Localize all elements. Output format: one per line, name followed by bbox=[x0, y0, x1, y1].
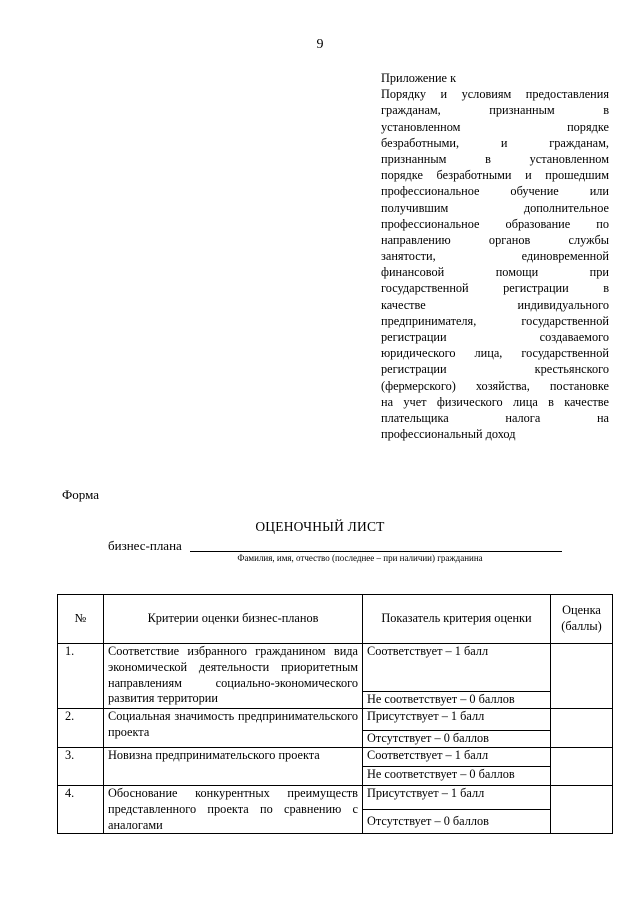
row-indicator: Не соответствует – 0 баллов bbox=[363, 767, 551, 786]
appendix-line: занятости, единовременной bbox=[381, 249, 609, 264]
appendix-line: направлению органов службы bbox=[381, 232, 609, 247]
appendix-line: (фермерского) хозяйства, постановке bbox=[381, 378, 609, 393]
row-criterion: Обоснование конкурентных преимуществ представленного проекта по сравнению с аналогами bbox=[104, 786, 363, 834]
appendix-line: профессиональное образование по bbox=[381, 216, 609, 231]
appendix-line: государственной регистрации в bbox=[381, 281, 609, 296]
table-row bbox=[58, 644, 613, 692]
appendix-line: безработными, и гражданам, bbox=[381, 135, 609, 150]
appendix-line: финансовой помощи при bbox=[381, 265, 609, 280]
row-number: 4. bbox=[58, 786, 104, 834]
row-score-cell[interactable] bbox=[551, 748, 613, 786]
appendix-line: Порядку и условиям предоставления bbox=[381, 87, 609, 102]
header-score: Оценка (баллы) bbox=[551, 595, 613, 644]
row-indicator: Присутствует – 1 балл bbox=[363, 786, 551, 810]
appendix-line: предпринимателя, государственной bbox=[381, 313, 609, 328]
appendix-line: получившим дополнительное bbox=[381, 200, 609, 215]
table-row bbox=[58, 786, 613, 810]
row-indicator: Отсутствует – 0 баллов bbox=[363, 731, 551, 748]
row-score-cell[interactable] bbox=[551, 709, 613, 748]
appendix-line: установленном порядке bbox=[381, 119, 609, 134]
appendix-line: плательщика налога на bbox=[381, 410, 609, 425]
appendix-line: профессиональный доход bbox=[381, 427, 516, 442]
evaluation-table bbox=[57, 594, 613, 834]
appendix-line: гражданам, признанным в bbox=[381, 103, 609, 118]
row-indicator: Присутствует – 1 балл bbox=[363, 709, 551, 731]
appendix-line: регистрации крестьянского bbox=[381, 362, 609, 377]
page-title: ОЦЕНОЧНЫЙ ЛИСТ bbox=[255, 519, 385, 534]
row-number: 3. bbox=[58, 748, 104, 786]
applicant-name-caption: Фамилия, имя, отчество (последнее – при наличии) гражданина bbox=[237, 553, 483, 563]
form-label: Форма bbox=[62, 487, 99, 502]
row-indicator: Соответствует – 1 балл bbox=[363, 644, 551, 692]
appendix-line: профессиональное обучение или bbox=[381, 184, 609, 199]
applicant-name-field[interactable] bbox=[190, 551, 562, 552]
row-number: 2. bbox=[58, 709, 104, 748]
appendix-line: качестве индивидуального bbox=[381, 297, 609, 312]
row-number: 1. bbox=[58, 644, 104, 709]
row-criterion: Новизна предпринимательского проекта bbox=[104, 748, 363, 786]
row-score-cell[interactable] bbox=[551, 644, 613, 709]
row-indicator: Соответствует – 1 балл bbox=[363, 748, 551, 767]
header-criteria: Критерии оценки бизнес-планов bbox=[104, 595, 363, 644]
row-criterion: Соответствие избранного гражданином вида экономической деятельности приоритетным направлениям социально-экономического развития территории bbox=[104, 644, 363, 709]
business-plan-label: бизнес-плана bbox=[108, 538, 182, 553]
row-criterion: Социальная значимость предпринимательского проекта bbox=[104, 709, 363, 748]
appendix-header bbox=[381, 70, 609, 442]
row-score-cell[interactable] bbox=[551, 786, 613, 834]
table-header-row bbox=[58, 595, 613, 644]
appendix-line: регистрации создаваемого bbox=[381, 330, 609, 344]
appendix-line: на учет физического лица в качестве bbox=[381, 394, 609, 409]
row-indicator: Не соответствует – 0 баллов bbox=[363, 692, 551, 709]
appendix-line: юридического лица, государственной bbox=[381, 346, 609, 361]
header-num: № bbox=[58, 595, 104, 644]
header-indicator: Показатель критерия оценки bbox=[363, 595, 551, 644]
table-row bbox=[58, 709, 613, 731]
page-number: 9 bbox=[316, 37, 324, 52]
appendix-line: признанным в установленном bbox=[381, 151, 609, 166]
appendix-line: Приложение к bbox=[381, 71, 457, 85]
appendix-line: порядке безработными и прошедшим bbox=[381, 168, 609, 183]
table-row bbox=[58, 748, 613, 767]
row-indicator: Отсутствует – 0 баллов bbox=[363, 810, 551, 834]
